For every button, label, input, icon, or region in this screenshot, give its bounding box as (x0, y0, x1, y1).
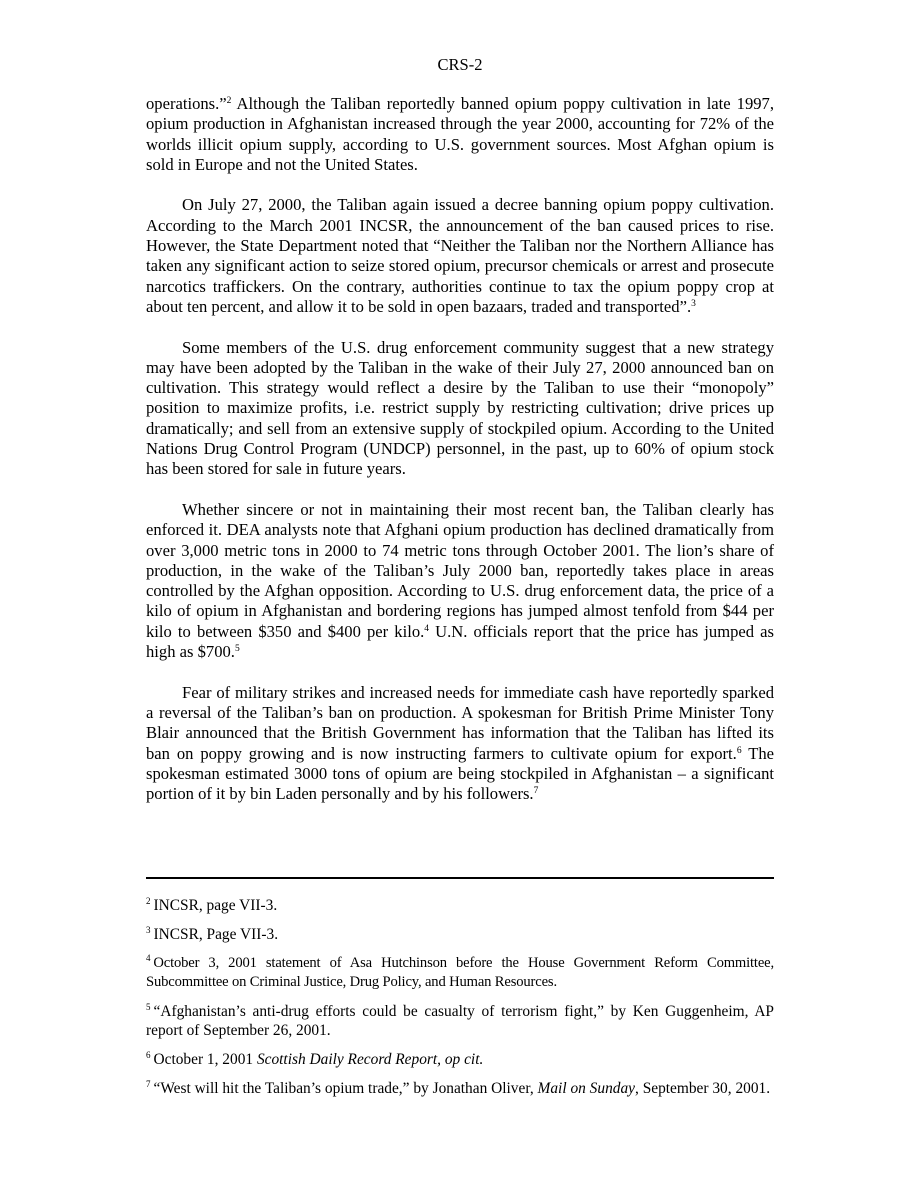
footnote-ref[interactable]: 2 (226, 96, 232, 106)
paragraph-text: On July 27, 2000, the Taliban again issued a decree banning opium poppy cultivation. According to the March 2001 INCSR, the announcement of the ban caused prices to rise. However, the State Department noted that “Neither the Taliban nor the Northern Alliance has taken any significant action to seize stored opium, precursor chemicals or arrest and prosecute narcotics traffickers. On the contrary, authorities continue to tax the opium poppy crop at about ten percent, and allow it to be sold in open bazaars, traded and transported”. (146, 195, 774, 316)
paragraph-text: Some members of the U.S. drug enforcement community suggest that a new strategy may have been adopted by the Taliban in the wake of their July 27, 2000 announced ban on cultivation. This strategy would reflect a desire by the Taliban to use their “monopoly” position to maximize profits, i.e. restrict supply by restricting cultivation; drive prices up dramatically; and sell from an extensive supply of stockpiled opium. According to the United Nations Drug Control Program (UNDCP) personnel, in the past, up to 60% of opium stock has been stored for sale in future years. (146, 337, 774, 479)
body-text (146, 94, 774, 825)
footnote-ref[interactable]: 5 (234, 644, 240, 655)
footnote-ref[interactable]: 4 (424, 623, 430, 634)
footnote-number: 3 (146, 925, 151, 935)
footnote-number: 4 (146, 953, 151, 963)
footnotes (146, 896, 774, 1108)
footnote-ref[interactable]: 7 (533, 786, 539, 797)
footnote-text: “West will hit the Taliban’s opium trade,” by Jonathan Oliver, (153, 1080, 538, 1097)
paragraph-decree (146, 195, 774, 317)
footnote-7 (146, 1079, 774, 1098)
footnote-source-title: Mail on Sunday (537, 1080, 635, 1097)
paragraph-enforcement (146, 500, 774, 662)
paragraph-strategy (146, 338, 774, 480)
page-header: CRS-2 (437, 55, 483, 74)
footnote-2 (146, 896, 774, 915)
footnote-text: October 3, 2001 statement of Asa Hutchinson before the House Government Reform Committee, Subcommittee on Criminal Justice, Drug Policy, and Human Resources. (146, 955, 774, 990)
footnote-text: , September 30, 2001. (635, 1080, 771, 1097)
footnote-number: 2 (146, 896, 151, 906)
footnote-number: 6 (146, 1050, 151, 1060)
paragraph-text: The spokesman estimated 3000 tons of opium are being stockpiled in Afghanistan – a significant portion of it by bin Laden personally and by his followers. (146, 743, 774, 804)
paragraph-text: Whether sincere or not in maintaining their most recent ban, the Taliban clearly has enforced it. DEA analysts note that Afghani opium production has declined dramatically from over 3,000 metric tons in 2000 to 74 metric tons through October 2001. The lion’s share of production, in the wake of the Taliban’s July 2000 ban, reportedly takes place in areas controlled by the Afghan opposition. According to U.S. drug enforcement data, the price of a kilo of opium in Afghanistan and bordering regions has jumped almost tenfold from $44 per kilo to between $350 and $400 per kilo. (146, 499, 774, 641)
footnote-source-title: Scottish Daily Record Report, op cit. (256, 1051, 484, 1068)
footnote-4 (146, 954, 774, 992)
paragraph-reversal (146, 683, 774, 805)
paragraph-text: Fear of military strikes and increased needs for immediate cash have reportedly sparked a reversal of the Taliban’s ban on production. A spokesman for British Prime Minister Tony Blair announced that the British Government has information that the Taliban has lifted its ban on poppy growing and is now instructing farmers to cultivate opium for export. (146, 682, 774, 763)
footnote-separator (146, 877, 774, 879)
footnote-text: INCSR, page VII-3. (153, 897, 278, 914)
paragraph-text: operations.” (146, 94, 227, 113)
footnote-ref[interactable]: 6 (736, 745, 742, 756)
footnote-number: 7 (146, 1079, 151, 1089)
footnote-text: “Afghanistan’s anti-drug efforts could be casualty of terrorism fight,” by Ken Guggenheim, AP report of September 26, 2001. (146, 1003, 774, 1039)
footnote-5 (146, 1002, 774, 1040)
paragraph-text: Although the Taliban reportedly banned opium poppy cultivation in late 1997, opium production in Afghanistan increased through the year 2000, accounting for 72% of the worlds illicit opium supply, according to U.S. government sources. Most Afghan opium is sold in Europe and not the United States. (146, 94, 774, 174)
footnote-3 (146, 925, 774, 944)
footnote-text: October 1, 2001 (153, 1051, 257, 1068)
footnote-text: INCSR, Page VII-3. (153, 926, 279, 943)
footnote-ref[interactable]: 3 (691, 298, 696, 309)
footnote-6 (146, 1050, 774, 1069)
footnote-number: 5 (146, 1002, 151, 1012)
paragraph-text: U.N. officials report that the price has jumped as high as $700. (146, 621, 774, 662)
paragraph-operations (146, 94, 774, 175)
